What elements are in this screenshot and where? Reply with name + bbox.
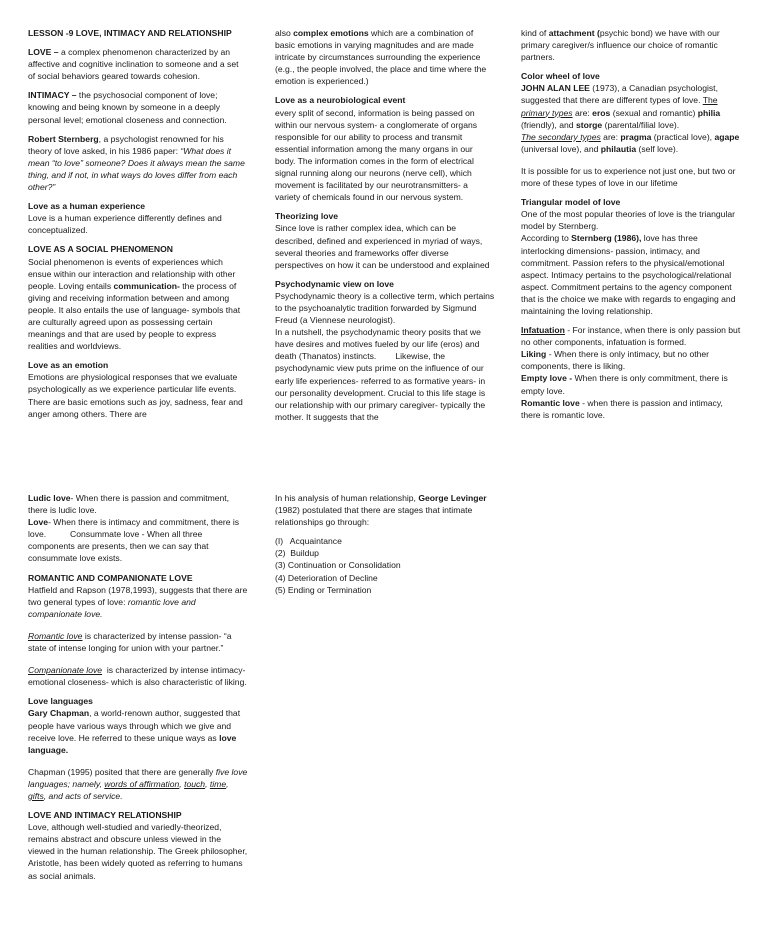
love-intimacy-text: Love, although well-studied and variedly-theorized, remains abstract and obscure unless viewed in the viewed in the human relationship. The Greek philosopher, Aristotle, has been widely quoted as referring to humans as social animals. [28,822,248,881]
romantic-companionate-text: Hatfield and Rapson (1978,1993), suggests that there are two general types of love: romantic love and companionate love. [28,584,248,619]
column-5 [275,492,495,596]
theorizing-heading: Theorizing love [275,211,339,222]
triangular-text-1: One of the most popular theories of love is the triangular model by Sternberg. [521,209,736,232]
five-love-languages: Chapman (1995) posited that there are generally five love languages; namely, words of affirmation, touch, time, gifts, and acts of service. [28,766,248,801]
social-phenomenon-heading: LOVE AS A SOCIAL PHENOMENON [28,244,173,255]
chapman-paragraph: Gary Chapman, a world-renown author, suggested that people have various ways through which we give and receive love. He referred to these unique ways as love language. [28,708,241,755]
love-languages-heading: Love languages [28,696,93,707]
lee-paragraph: JOHN ALAN LEE (1973), a Canadian psychologist, suggested that there are different types of love. The primary types are: eros (sexual and romantic) philia (friendly), and storge (parental/filial love). [521,83,721,130]
love-definition: LOVE – a complex phenomenon characterized by an affective and cognitive inclination to someone and a set of social behaviors geared towards cohesion. [28,47,239,82]
love-text: Love- When there is intimacy and commitment, there is love. Consummate love - When all three components are presents, then we can say that consummate love exists. [28,517,242,564]
triangular-heading: Triangular model of love [521,197,621,208]
romantic-love-text: Romantic love - when there is passion and intimacy, there is romantic love. [521,397,723,420]
love-intimacy-heading: LOVE AND INTIMACY RELATIONSHIP [28,810,182,821]
romantic-love-definition: Romantic love is characterized by intense passion- “a state of intense longing for union with your partner.” [28,630,232,654]
lesson-title: LESSON -9 LOVE, INTIMACY AND RELATIONSHIP [28,28,232,38]
psychodynamic-text-2: In a nutshell, the psychodynamic theory posits that we have desires and motives fueled by our life (eros) and death (Thanatos) instincts. Likewise, the psychodynamic view puts prime on the influence of our early life experiences- referred to as formative years- in our personality development. Crucial to this life stage is our relationship with our primary caregiver- typically the mother. It suggests that the [275,327,488,422]
liking-text: Liking - When there is only intimacy, but no other components, there is liking. [521,349,710,372]
column-4 [28,492,248,889]
psychodynamic-text-1: Psychodynamic theory is a collective term, which pertains to the psychoanalytic tradition forwarded by Sigmund Freud (a Viennese neurologist). [275,290,495,326]
levinger-paragraph: In his analysis of human relationship, George Levinger (1982) postulated that there are stages that intimate relationships go through: [275,493,487,528]
social-phenomenon-text: Social phenomenon is events of experiences which ensue within our interaction and relationship with other people. Loving entails communication- the process of giving and receiving information between and among people. It also entails the use of language- symbols that are culturally agreed upon as possessing certain meanings and that are used by people to express realities and worldviews. [28,256,241,352]
neurobiological-text: every split of second, information is being passed on within our nervous system- a conglomerate of organs responsible for our ability to process and transmit essential information among the many organs in our body. The information comes in the form of electrical signal running along our neurons (nerve cell), which movement is facilitated by our neurotransmitters- a variety of chemicals found in our nervous system. [275,107,478,203]
theorizing-text: Since love is rather complex idea, which can be described, defined and experienced in myriad of ways, several theories and frameworks offer diverse perspectives on how it can be understood and explained [275,223,490,270]
empty-love-text: Empty love - When there is only commitment, there is empty love. [521,373,728,396]
secondary-types: The secondary types are: pragma (practical love), agape (universal love), and philautia (self love). [521,131,740,154]
list-item: (5) Ending or Termination [275,584,372,595]
triangular-text-2: According to Sternberg (1986), love has three interlocking dimensions- passion, intimacy, and commitment. Passion refers to the physical/emotional aspect. Intimacy pertains to the psychological/relational aspect. Commitment pertains to the agency component that is the choice we make with regards to engaging and maintaining the loving relationship. [521,233,736,316]
list-item: (4) Deterioration of Decline [275,572,378,583]
companionate-love-definition: Companionate love is characterized by intense intimacy-emotional closeness- which is also characteristic of liking. [28,665,247,688]
column-1 [28,27,248,427]
psychodynamic-heading: Psychodynamic view on love [275,278,394,289]
possible-text: It is possible for us to experience not just one, but two or more of these types of love in our lifetime [521,165,736,189]
list-item: (3) Continuation or Consolidation [275,560,401,571]
emotion-text: Emotions are physiological responses that we evaluate psychologically as we experience particular life events. There are basic emotions such as joy, sadness, fear and anger among others. There are [28,372,243,419]
romantic-companionate-heading: ROMANTIC AND COMPANIONATE LOVE [28,572,193,583]
color-wheel-heading: Color wheel of love [521,71,600,82]
neurobiological-heading: Love as a neurobiological event [275,95,406,106]
attachment-text: kind of attachment (psychic bond) we have with our primary caregiver/s influence our choice of romantic partners. [521,28,720,63]
infatuation-text: Infatuation - For instance, when there is only passion but no other components, infatuation is formed. [521,325,741,348]
ludic-love-text: Ludic love- When there is passion and commitment, there is ludic love. [28,493,230,516]
stages-list [275,535,495,595]
column-2 [275,27,495,430]
emotion-heading: Love as an emotion [28,360,109,371]
sternberg-paragraph: Robert Sternberg, a psychologist renowned for his theory of love asked, in his 1986 paper: “What does it mean “to love” someone? Does it always mean the same thing, and if not, in what ways do loves differ from each other?” [28,133,245,193]
list-item: (I) Acquaintance [275,536,342,547]
complex-emotions-text: also complex emotions which are a combination of basic emotions in varying magnitudes and are made intricate by circumstances surrounding the experience (e.g., the people involved, the place and time where the emotion is experienced.) [275,28,487,87]
human-experience-heading: Love as a human experience [28,201,146,212]
human-experience-text: Love is a human experience differently defines and conceptualized. [28,213,222,236]
intimacy-definition: INTIMACY – the psychosocial component of love; knowing and being known by someone in a deeply personal level; emotional closeness and connection. [28,90,227,125]
list-item: (2) Buildup [275,548,319,559]
column-3 [521,27,741,421]
